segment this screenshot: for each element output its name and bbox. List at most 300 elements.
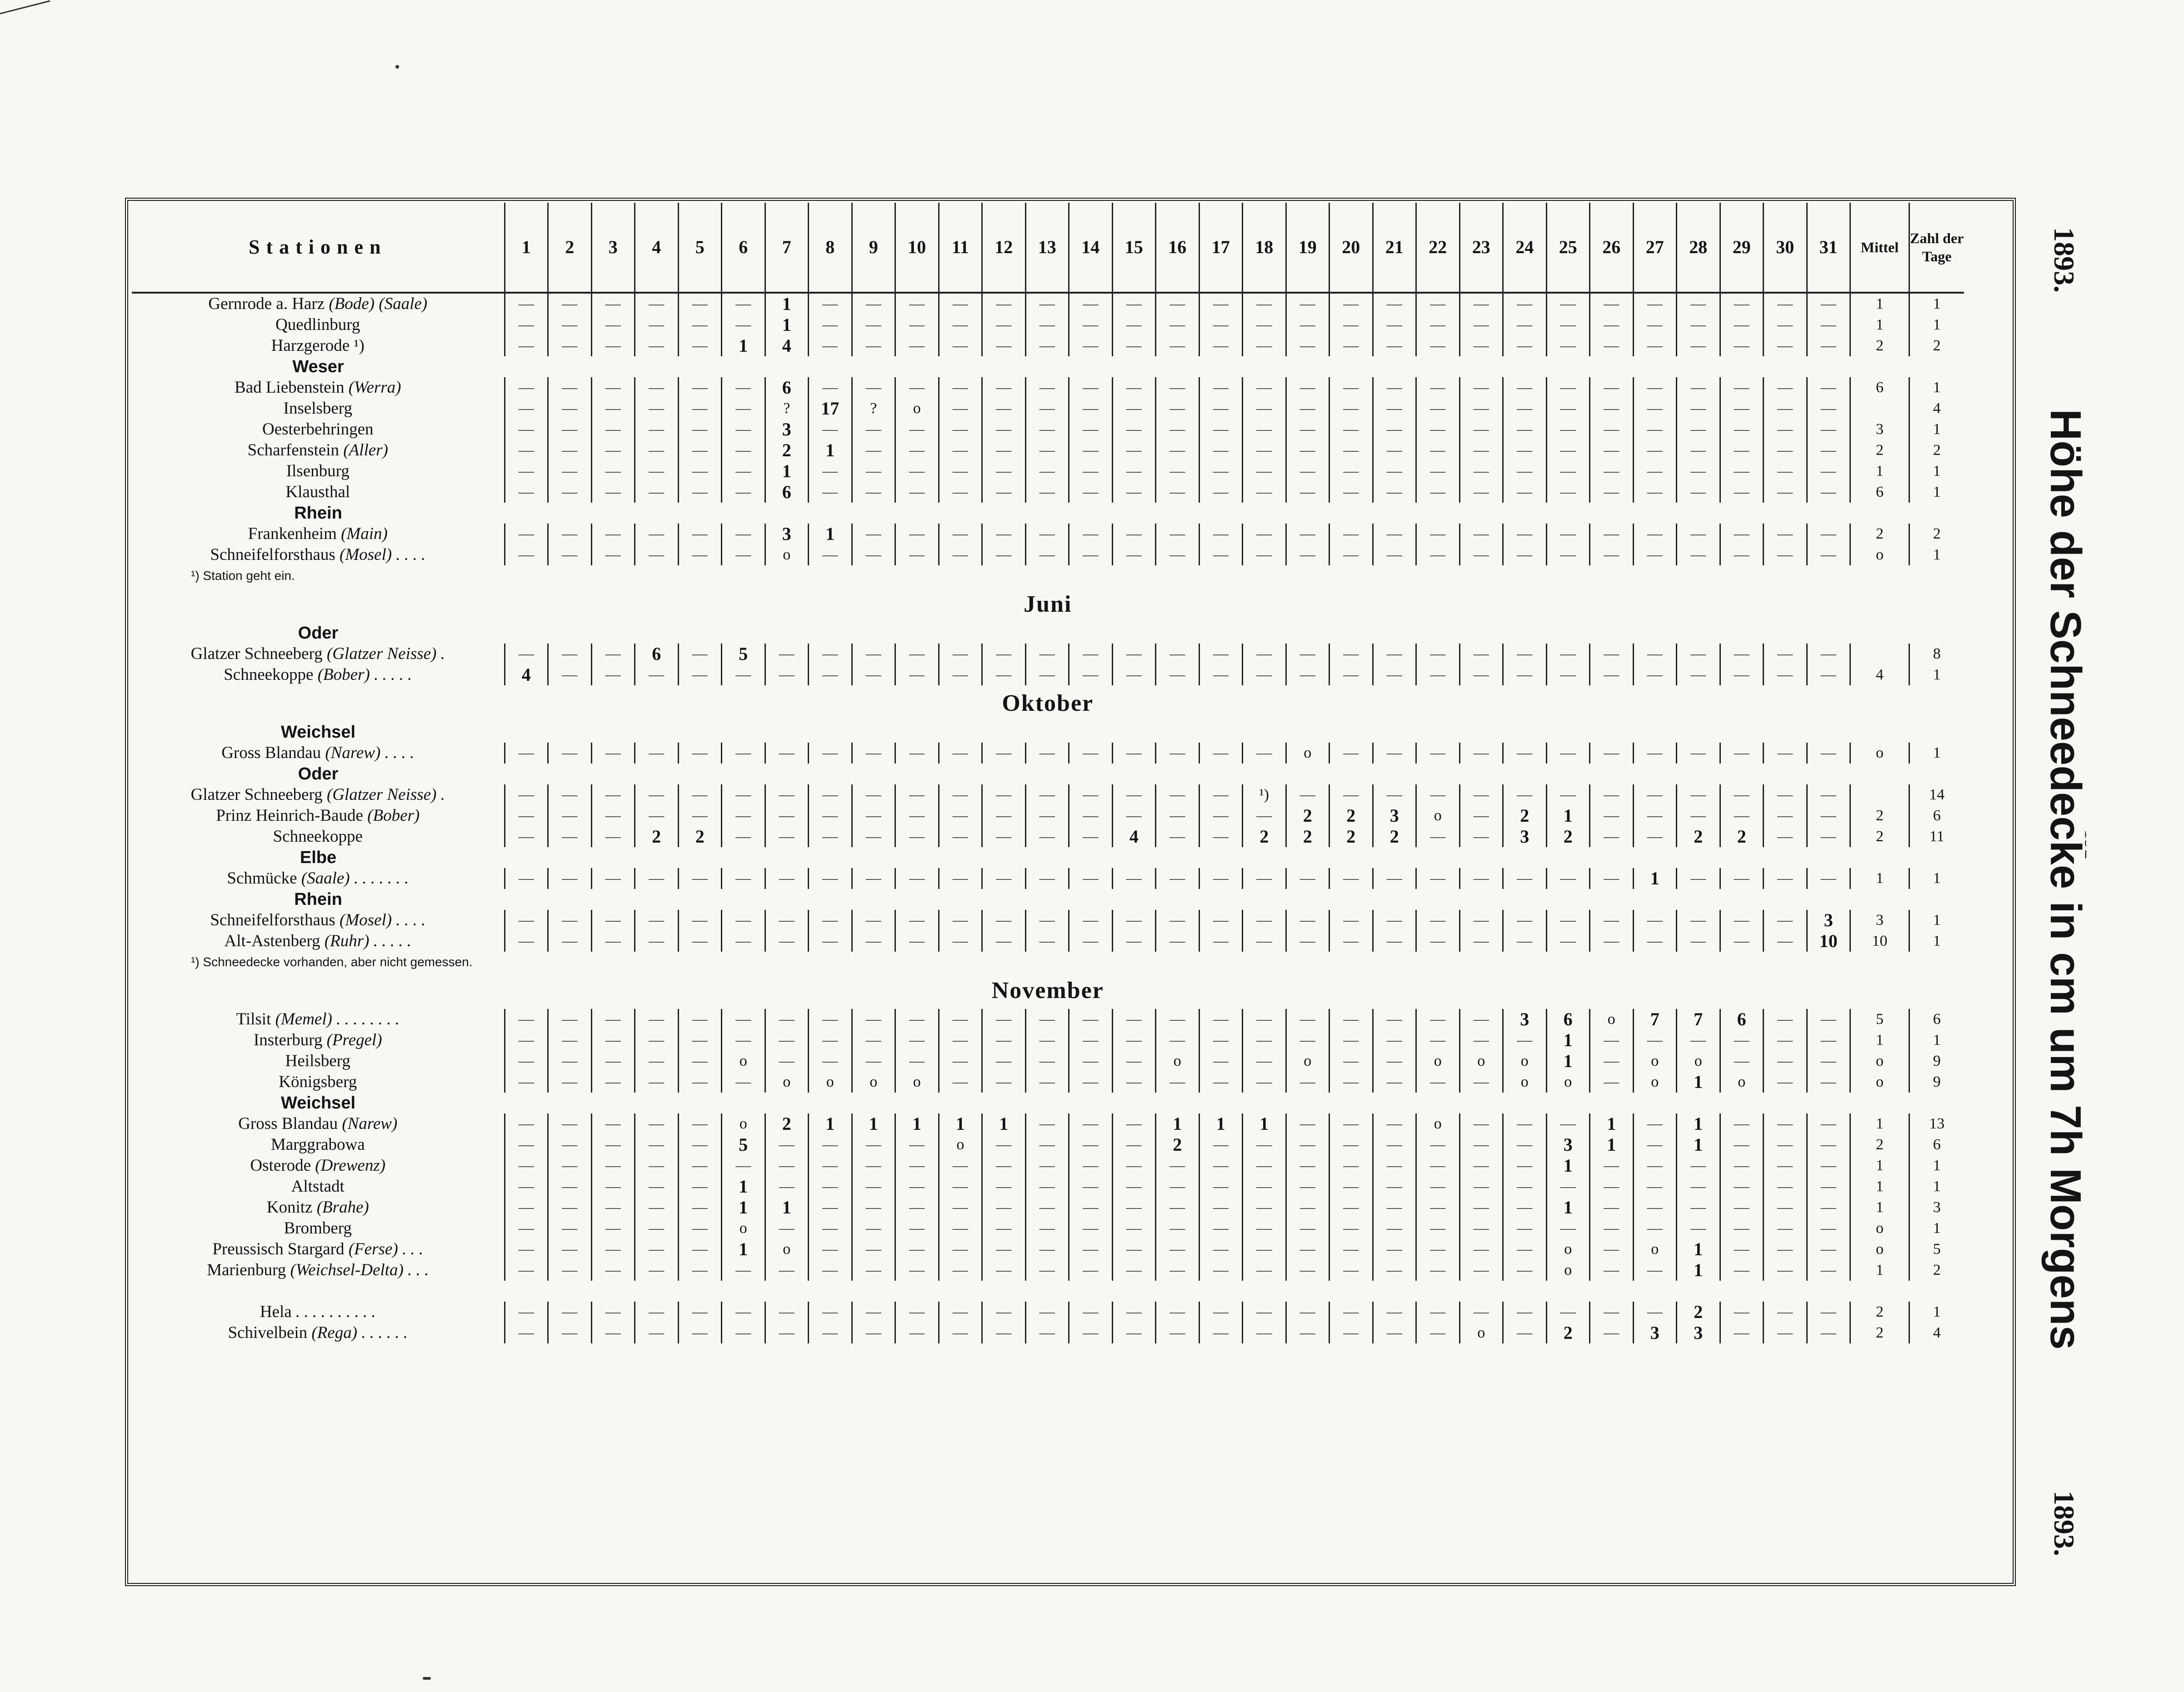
day-cell: o: [895, 398, 939, 419]
station-name: [132, 644, 505, 664]
day-cell: —: [1243, 314, 1286, 335]
day-cell: —: [1416, 931, 1460, 952]
day-cell: —: [1459, 335, 1503, 356]
mittel-cell: 2: [1850, 826, 1909, 847]
day-header-5: 5: [678, 203, 722, 293]
day-cell: o: [809, 1072, 852, 1093]
corner-pen-stroke: [0, 0, 55, 18]
day-cell: —: [1286, 1323, 1329, 1343]
day-cell: 1: [1677, 1260, 1720, 1281]
day-cell: —: [1764, 1072, 1807, 1093]
day-cell: —: [678, 544, 722, 565]
day-cell: 1: [722, 335, 765, 356]
day-cell: —: [1546, 1302, 1590, 1323]
day-cell: —: [591, 524, 635, 544]
mittel-cell: [1850, 398, 1909, 419]
day-cell: —: [895, 1218, 939, 1239]
day-cell: —: [1764, 544, 1807, 565]
mittel-cell: 1: [1850, 314, 1909, 335]
day-cell: —: [1459, 931, 1503, 952]
day-cell: —: [1025, 1302, 1069, 1323]
day-cell: —: [1329, 1030, 1373, 1051]
day-cell: —: [678, 931, 722, 952]
day-cell: —: [1807, 826, 1850, 847]
day-cell: —: [591, 1239, 635, 1260]
day-cell: —: [1329, 482, 1373, 503]
day-cell: —: [1373, 1260, 1416, 1281]
station-name: [132, 1197, 505, 1218]
station-name: [132, 293, 505, 314]
day-cell: 3: [1546, 1134, 1590, 1155]
day-cell: —: [1112, 398, 1156, 419]
day-cell: —: [635, 664, 679, 685]
day-cell: —: [678, 1260, 722, 1281]
day-cell: o: [722, 1113, 765, 1134]
day-cell: —: [1025, 398, 1069, 419]
day-cell: —: [678, 1239, 722, 1260]
station-row: [132, 664, 1964, 685]
day-cell: —: [1069, 1155, 1113, 1176]
day-cell: —: [1373, 664, 1416, 685]
day-cell: —: [1025, 1134, 1069, 1155]
day-cell: —: [852, 1302, 895, 1323]
zahl-cell: 11: [1929, 828, 1944, 845]
day-cell: —: [809, 868, 852, 889]
day-cell: —: [591, 544, 635, 565]
day-cell: —: [1243, 743, 1286, 764]
day-cell: —: [895, 440, 939, 461]
day-cell: —: [505, 743, 548, 764]
day-cell: —: [635, 377, 679, 398]
day-cell: —: [809, 335, 852, 356]
day-cell: —: [1069, 644, 1113, 664]
day-cell: —: [1590, 524, 1634, 544]
footnote-row: [132, 565, 1964, 586]
day-cell: —: [548, 1197, 592, 1218]
day-cell: —: [765, 826, 809, 847]
day-cell: —: [1416, 335, 1460, 356]
day-cell: o: [939, 1134, 982, 1155]
day-cell: —: [895, 1051, 939, 1072]
station-name: [132, 805, 505, 826]
station-label: Schneifelforsthaus: [210, 911, 340, 929]
day-cell: —: [1633, 440, 1677, 461]
day-cell: —: [722, 868, 765, 889]
day-cell: —: [1416, 398, 1460, 419]
day-cell: —: [1807, 524, 1850, 544]
day-cell: —: [1112, 293, 1156, 314]
mittel-cell: 1: [1850, 1030, 1909, 1051]
day-cell: —: [895, 1030, 939, 1051]
day-cell: —: [852, 784, 895, 805]
day-cell: —: [1546, 931, 1590, 952]
day-cell: —: [1373, 1218, 1416, 1239]
day-cell: —: [1416, 910, 1460, 931]
station-name: [132, 1030, 505, 1051]
station-name: [132, 868, 505, 889]
day-cell: —: [722, 293, 765, 314]
day-cell: —: [1546, 1113, 1590, 1134]
station-name: [132, 1134, 505, 1155]
day-cell: —: [1807, 743, 1850, 764]
day-cell: —: [1459, 461, 1503, 482]
day-cell: —: [505, 1323, 548, 1343]
day-cell: —: [1720, 1260, 1764, 1281]
day-cell: 1: [1677, 1113, 1720, 1134]
day-cell: o: [1416, 1113, 1460, 1134]
day-cell: —: [1546, 1218, 1590, 1239]
day-cell: —: [1156, 524, 1199, 544]
zahl-cell: 1: [1933, 666, 1941, 683]
day-cell: —: [1503, 440, 1547, 461]
day-cell: —: [1677, 419, 1720, 440]
day-cell: —: [678, 440, 722, 461]
station-name: [132, 1155, 505, 1176]
day-cell: —: [635, 868, 679, 889]
day-cell: —: [765, 1323, 809, 1343]
day-cell: —: [505, 910, 548, 931]
day-cell: —: [1329, 1218, 1373, 1239]
day-cell: —: [1329, 314, 1373, 335]
day-cell: —: [1112, 1051, 1156, 1072]
station-row: [132, 910, 1964, 931]
day-cell: —: [1069, 1134, 1113, 1155]
day-cell: —: [1503, 314, 1547, 335]
day-cell: —: [1025, 805, 1069, 826]
day-cell: —: [1069, 868, 1113, 889]
day-cell: —: [1503, 1176, 1547, 1197]
day-cell: —: [548, 1155, 592, 1176]
day-cell: —: [1459, 1302, 1503, 1323]
day-cell: —: [1069, 1239, 1113, 1260]
day-cell: —: [1590, 1197, 1634, 1218]
day-cell: —: [765, 743, 809, 764]
day-cell: —: [1764, 1176, 1807, 1197]
day-cell: —: [809, 784, 852, 805]
day-cell: —: [1112, 482, 1156, 503]
day-cell: —: [1764, 1197, 1807, 1218]
day-cell: o: [1633, 1051, 1677, 1072]
zahl-cell: 5: [1933, 1241, 1941, 1258]
station-label: Schneekoppe: [273, 827, 363, 846]
day-cell: —: [852, 482, 895, 503]
day-cell: —: [809, 461, 852, 482]
day-cell: —: [1677, 335, 1720, 356]
day-cell: —: [591, 377, 635, 398]
day-cell: —: [1459, 377, 1503, 398]
day-cell: 1: [1677, 1239, 1720, 1260]
day-cell: —: [1416, 377, 1460, 398]
day-cell: —: [982, 524, 1026, 544]
day-cell: —: [895, 1134, 939, 1155]
station-label: Klausthal: [285, 483, 350, 501]
day-cell: 2: [1329, 826, 1373, 847]
day-cell: —: [1459, 524, 1503, 544]
day-cell: 1: [1677, 1134, 1720, 1155]
day-cell: —: [591, 644, 635, 664]
day-cell: —: [982, 1260, 1026, 1281]
snow-depth-table: [132, 203, 1964, 1343]
day-cell: 1: [1546, 1197, 1590, 1218]
river-label: (Narew) . . . .: [325, 744, 415, 762]
day-cell: —: [1373, 743, 1416, 764]
day-cell: —: [982, 1072, 1026, 1093]
day-cell: —: [505, 377, 548, 398]
day-cell: —: [765, 664, 809, 685]
day-cell: —: [1243, 524, 1286, 544]
day-cell: —: [1243, 335, 1286, 356]
day-cell: 6: [635, 644, 679, 664]
day-cell: —: [1069, 1197, 1113, 1218]
day-cell: —: [1112, 868, 1156, 889]
day-cell: —: [1720, 805, 1764, 826]
day-cell: —: [1807, 1302, 1850, 1323]
station-label: Schneekoppe: [224, 665, 318, 684]
day-cell: —: [939, 644, 982, 664]
day-cell: 2: [1243, 826, 1286, 847]
mittel-cell: 6: [1850, 377, 1909, 398]
day-cell: —: [548, 544, 592, 565]
station-row: [132, 293, 1964, 314]
day-cell: —: [1373, 482, 1416, 503]
day-cell: —: [1286, 868, 1329, 889]
day-cell: —: [1243, 293, 1286, 314]
day-cell: —: [722, 910, 765, 931]
day-cell: —: [1199, 784, 1243, 805]
day-cell: —: [635, 1030, 679, 1051]
day-cell: —: [1069, 664, 1113, 685]
mittel-cell: 1: [1850, 1113, 1909, 1134]
day-cell: —: [1590, 826, 1634, 847]
day-cell: —: [1243, 1218, 1286, 1239]
day-cell: —: [1286, 1239, 1329, 1260]
group-spacer: [505, 764, 1964, 784]
day-cell: —: [1199, 826, 1243, 847]
station-row: [132, 1323, 1964, 1343]
day-cell: —: [982, 784, 1026, 805]
day-cell: —: [1199, 1323, 1243, 1343]
mittel-cell: 3: [1850, 419, 1909, 440]
day-cell: —: [1025, 1113, 1069, 1134]
mittel-cell: [1850, 644, 1909, 664]
day-cell: —: [722, 377, 765, 398]
zahl-cell: 2: [1933, 442, 1941, 459]
day-cell: —: [1764, 784, 1807, 805]
day-cell: —: [1633, 1134, 1677, 1155]
day-cell: —: [1329, 1113, 1373, 1134]
day-cell: —: [895, 910, 939, 931]
day-cell: —: [635, 335, 679, 356]
day-cell: —: [1156, 784, 1199, 805]
side-title: [2032, 195, 2086, 1586]
day-cell: —: [1720, 461, 1764, 482]
day-cell: —: [1807, 293, 1850, 314]
day-cell: —: [1156, 1009, 1199, 1030]
day-cell: —: [765, 644, 809, 664]
day-cell: —: [1459, 293, 1503, 314]
day-cell: —: [505, 805, 548, 826]
day-cell: —: [1373, 910, 1416, 931]
zahl-cell: 1: [1933, 1178, 1941, 1195]
day-cell: —: [548, 644, 592, 664]
day-cell: —: [1720, 293, 1764, 314]
footnote-row: [132, 952, 1964, 973]
day-cell: —: [1546, 664, 1590, 685]
day-cell: —: [939, 931, 982, 952]
day-cell: —: [1720, 664, 1764, 685]
station-row: [132, 314, 1964, 335]
day-cell: —: [1373, 314, 1416, 335]
day-cell: —: [939, 1051, 982, 1072]
day-cell: —: [939, 826, 982, 847]
day-cell: —: [895, 482, 939, 503]
day-cell: —: [1112, 1113, 1156, 1134]
day-cell: —: [722, 826, 765, 847]
day-cell: —: [1329, 419, 1373, 440]
zahl-cell: 1: [1933, 421, 1941, 438]
header-row: [132, 203, 1964, 293]
mittel-cell: o: [1850, 1239, 1909, 1260]
day-cell: —: [548, 398, 592, 419]
day-header-22: 22: [1416, 203, 1460, 293]
day-cell: o: [765, 544, 809, 565]
day-cell: —: [722, 524, 765, 544]
day-cell: —: [635, 314, 679, 335]
day-cell: —: [1633, 805, 1677, 826]
station-name: [132, 1323, 505, 1343]
station-row: [132, 1009, 1964, 1030]
day-cell: —: [1156, 482, 1199, 503]
river-label: (Saale) . . . . . . .: [301, 869, 409, 888]
day-cell: —: [591, 1009, 635, 1030]
day-cell: —: [1633, 482, 1677, 503]
day-header-29: 29: [1720, 203, 1764, 293]
day-cell: —: [591, 743, 635, 764]
day-cell: —: [1503, 461, 1547, 482]
day-cell: —: [1633, 335, 1677, 356]
station-name: [132, 664, 505, 685]
day-cell: —: [1286, 931, 1329, 952]
day-cell: —: [1243, 482, 1286, 503]
day-cell: —: [1373, 1072, 1416, 1093]
day-cell: —: [1503, 743, 1547, 764]
day-cell: —: [635, 910, 679, 931]
day-cell: o: [1416, 1051, 1460, 1072]
day-cell: —: [1373, 398, 1416, 419]
day-cell: —: [1199, 868, 1243, 889]
day-cell: —: [1156, 544, 1199, 565]
day-cell: —: [1243, 1302, 1286, 1323]
day-cell: 1: [809, 524, 852, 544]
station-label: Bad Liebenstein: [234, 378, 349, 397]
day-cell: —: [1503, 1030, 1547, 1051]
table-spacer-text: [132, 1281, 1964, 1302]
day-cell: —: [1807, 805, 1850, 826]
day-cell: —: [1764, 440, 1807, 461]
day-cell: —: [678, 1072, 722, 1093]
day-cell: —: [982, 1155, 1026, 1176]
day-cell: —: [1633, 931, 1677, 952]
day-cell: —: [1069, 784, 1113, 805]
day-cell: —: [895, 1176, 939, 1197]
day-cell: —: [591, 1134, 635, 1155]
day-cell: 1: [895, 1113, 939, 1134]
day-cell: —: [1590, 743, 1634, 764]
day-cell: —: [982, 743, 1026, 764]
day-cell: —: [1156, 644, 1199, 664]
station-name: [132, 377, 505, 398]
zahl-cell: 13: [1929, 1115, 1945, 1132]
day-cell: o: [1286, 743, 1329, 764]
day-cell: —: [591, 1051, 635, 1072]
month-heading: [132, 586, 1964, 623]
day-header-30: 30: [1764, 203, 1807, 293]
day-cell: —: [1633, 1030, 1677, 1051]
day-cell: —: [1329, 664, 1373, 685]
day-cell: —: [722, 440, 765, 461]
zahl-cell: 1: [1933, 1220, 1941, 1237]
day-header-27: 27: [1633, 203, 1677, 293]
day-cell: —: [982, 868, 1026, 889]
day-cell: —: [1156, 910, 1199, 931]
day-cell: —: [1243, 1134, 1286, 1155]
zahl-header: Zahl der Tage: [1909, 203, 1964, 293]
day-cell: —: [1459, 1155, 1503, 1176]
day-cell: —: [1546, 335, 1590, 356]
station-name: [132, 743, 505, 764]
day-cell: —: [1373, 1051, 1416, 1072]
day-cell: —: [895, 784, 939, 805]
day-cell: —: [1156, 805, 1199, 826]
day-header-23: 23: [1459, 203, 1503, 293]
day-header-21: 21: [1373, 203, 1416, 293]
day-cell: —: [1112, 743, 1156, 764]
zahl-cell: 1: [1933, 1157, 1941, 1174]
day-cell: —: [548, 1176, 592, 1197]
day-header-19: 19: [1286, 203, 1329, 293]
day-cell: —: [1807, 1323, 1850, 1343]
day-cell: —: [939, 1030, 982, 1051]
day-cell: —: [1329, 398, 1373, 419]
day-header-13: 13: [1025, 203, 1069, 293]
day-cell: —: [1069, 1323, 1113, 1343]
river-group-row: [132, 1093, 1964, 1113]
day-cell: —: [982, 419, 1026, 440]
day-cell: —: [1416, 419, 1460, 440]
day-cell: 17: [809, 398, 852, 419]
day-cell: —: [1112, 1072, 1156, 1093]
day-cell: —: [1764, 1009, 1807, 1030]
day-header-2: 2: [548, 203, 592, 293]
station-row: [132, 524, 1964, 544]
day-cell: —: [548, 931, 592, 952]
day-cell: —: [591, 868, 635, 889]
day-cell: —: [1025, 1155, 1069, 1176]
day-cell: —: [1156, 931, 1199, 952]
day-cell: —: [1069, 335, 1113, 356]
day-header-3: 3: [591, 203, 635, 293]
day-cell: —: [895, 335, 939, 356]
day-cell: —: [635, 1176, 679, 1197]
day-cell: o: [765, 1239, 809, 1260]
day-cell: 1: [1156, 1113, 1199, 1134]
day-cell: —: [1590, 1155, 1634, 1176]
station-label: Ilsenburg: [286, 462, 350, 480]
day-cell: —: [635, 743, 679, 764]
day-cell: —: [548, 910, 592, 931]
day-cell: —: [1720, 1176, 1764, 1197]
river-label: (Mosel) . . . .: [340, 911, 426, 929]
